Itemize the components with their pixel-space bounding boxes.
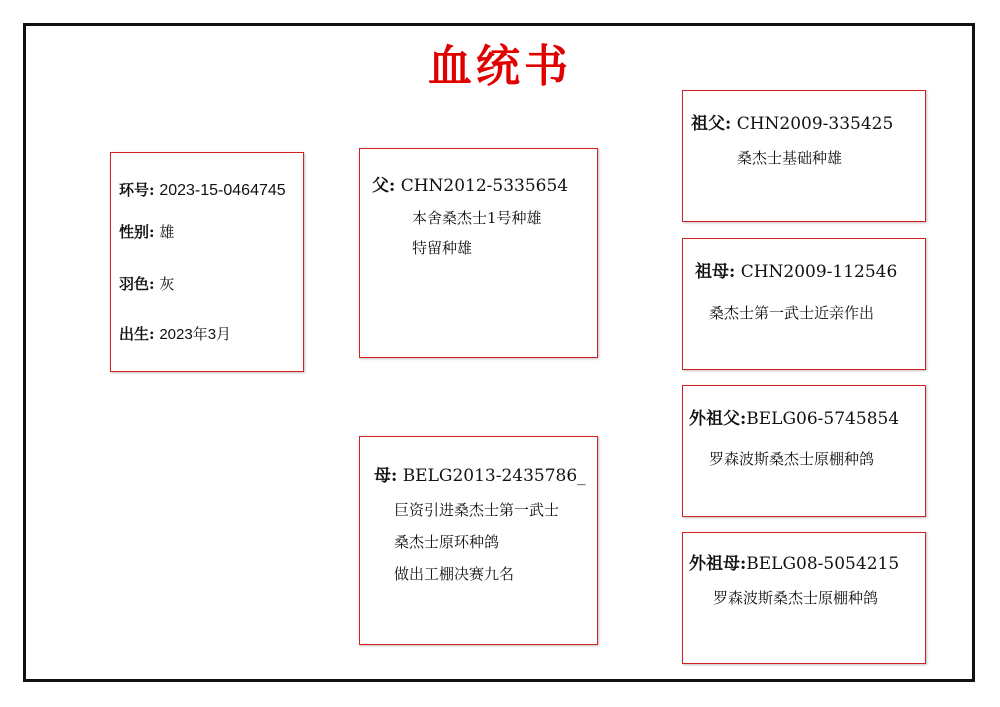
father-line: 本舍桑杰士1号种雄 — [412, 209, 542, 227]
mother-line: 桑杰士原环种鸽 — [394, 533, 500, 551]
paternal-grandmother-label: 祖母: — [695, 262, 736, 282]
maternal-grandmother-card — [682, 532, 926, 664]
sex-label: 性别: — [119, 223, 155, 241]
paternal-grandfather-heading — [691, 109, 893, 134]
mother-line: 巨资引进桑杰士第一武士 — [394, 501, 560, 519]
sex-value: 雄 — [159, 223, 175, 241]
paternal-grandmother-line: 桑杰士第一武士近亲作出 — [709, 304, 875, 322]
color-value: 灰 — [159, 275, 175, 293]
paternal-grandfather-ring: CHN2009-335425 — [736, 114, 894, 134]
mother-card — [359, 436, 598, 645]
ring-label: 环号: — [119, 181, 155, 199]
maternal-grandmother-ring: BELG08-5054215 — [746, 554, 900, 574]
born-row — [119, 323, 231, 344]
color-label: 羽色: — [119, 275, 155, 293]
father-label: 父: — [372, 176, 396, 196]
maternal-grandfather-heading — [689, 404, 899, 429]
paternal-grandfather-line: 桑杰士基础种雄 — [737, 149, 843, 167]
maternal-grandfather-label: 外祖父: — [689, 409, 747, 429]
maternal-grandfather-ring: BELG06-5745854 — [746, 409, 900, 429]
maternal-grandmother-line: 罗森波斯桑杰士原棚种鸽 — [713, 589, 879, 607]
ring-row — [119, 179, 286, 200]
maternal-grandfather-card — [682, 385, 926, 517]
father-line: 特留种雄 — [412, 239, 473, 257]
father-ring: CHN2012-5335654 — [400, 176, 569, 196]
maternal-grandfather-line: 罗森波斯桑杰士原棚种鸽 — [709, 450, 875, 468]
paternal-grandfather-card — [682, 90, 926, 222]
mother-line: 做出工棚决赛九名 — [394, 565, 515, 583]
page-title: 血统书 — [428, 41, 572, 92]
paternal-grandmother-heading — [695, 257, 897, 282]
ring-value: 2023-15-0464745 — [159, 182, 286, 199]
mother-ring: BELG2013-2435786_ — [402, 466, 586, 486]
paternal-grandfather-label: 祖父: — [691, 114, 732, 134]
father-heading — [372, 171, 568, 196]
sex-row — [119, 221, 174, 242]
born-label: 出生: — [119, 325, 155, 343]
maternal-grandmother-label: 外祖母: — [689, 554, 747, 574]
maternal-grandmother-heading — [689, 549, 899, 574]
paternal-grandmother-ring: CHN2009-112546 — [740, 262, 898, 282]
self-card — [110, 152, 304, 372]
mother-label: 母: — [374, 466, 398, 486]
father-card — [359, 148, 598, 358]
born-value: 2023年3月 — [159, 326, 232, 343]
mother-heading — [374, 461, 586, 486]
paternal-grandmother-card — [682, 238, 926, 370]
color-row — [119, 273, 174, 294]
